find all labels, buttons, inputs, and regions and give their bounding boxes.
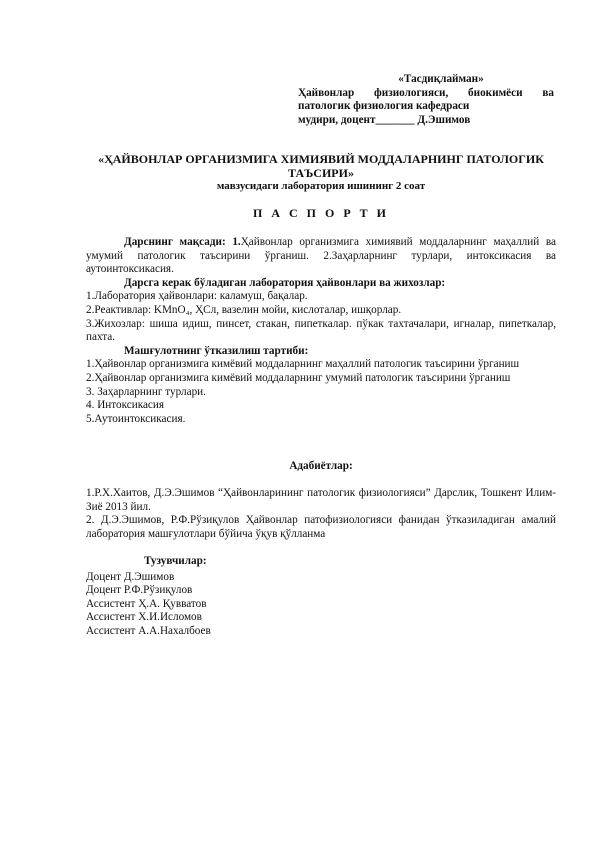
approval-title: «Тасдиқлайман» — [398, 73, 484, 85]
approval-line-2: патологик физиология кафедраси — [298, 100, 470, 113]
authors-block — [86, 555, 386, 639]
aim-text: Ҳайвонлар организмига химиявий моддаларнинг маҳаллий ва умумий патологик таъсирини ўрганиш. 2.Заҳарларнинг турлари, интоксикасия ва аутоинтоксикасия. — [86, 236, 556, 276]
passport-heading: П А С П О Р Т И — [252, 206, 389, 220]
document-title — [86, 153, 556, 194]
author-item: Доцент Д.Эшимов — [86, 570, 175, 583]
materials-item: 1.Лаборатория ҳайвонлари: каламуш, бақалар. — [86, 290, 308, 303]
procedure-item: 5.Аутоинтоксикасия. — [86, 412, 186, 425]
aim-paragraph — [86, 236, 556, 277]
author-item: Ассистент Ҳ.А. Қувватов — [86, 597, 207, 610]
author-item: Доцент Р.Ф.Рўзиқулов — [86, 584, 193, 597]
title-line-2: ТАЪСИРИ» — [288, 165, 354, 180]
author-item: Ассистент Х.И.Исломов — [86, 611, 202, 624]
procedure-item: 4. Интоксикасия — [86, 399, 165, 412]
literature-list — [86, 487, 556, 541]
literature-item: 1.Р.Х.Хаитов, Д.Э.Эшимов “Ҳайвонларининг патологик физиологияси” Дарслик, Тошкент Илим-Зиё 2013 йил. — [86, 487, 556, 513]
approval-line-1: Ҳайвонлар физиологияси, биокимёси ва — [298, 86, 554, 99]
procedure-heading: Машғулотнинг ўтказилиш тартиби: — [124, 344, 309, 357]
materials-item: 2.Реактивлар: KMnO₄, ҲСл, вазелин мойи, кислоталар, ишқорлар. — [86, 303, 402, 316]
document-body — [86, 236, 556, 426]
approval-line-3: мудири, доцент_______ Д.Эшимов — [298, 113, 471, 126]
aim-label: Дарснинг мақсади: 1. — [124, 236, 241, 248]
author-item: Ассистент А.А.Нахалбоев — [86, 624, 211, 637]
procedure-item: 1.Ҳайвонлар организмига кимёвий моддаларнинг маҳаллий патологик таъсирини ўрганиш — [86, 358, 520, 371]
literature-heading: Адабиётлар: — [289, 460, 353, 472]
procedure-item: 2.Ҳайвонлар организмига кимёвий моддаларнинг умумий патологик таъсирини ўрганиш — [86, 371, 511, 384]
materials-item: 3.Жихозлар: шиша идиш, пинсет, стакан, пипеткалар. пўкак тахтачалари, игналар, пипеткалар, пахта. — [86, 317, 556, 344]
authors-heading: Тузувчилар: — [144, 555, 207, 567]
approval-block — [298, 73, 554, 127]
literature-item: 2. Д.Э.Эшимов, Р.Ф.Рўзиқулов Ҳайвонлар патофизиологияси фанидан ўтказиладиган амалий лаборатория машғулотлари бўйича ўқув қўлланма — [86, 514, 556, 540]
title-line-1: «ҲАЙВОНЛАР ОРГАНИЗМИГА ХИМИЯВИЙ МОДДАЛАРНИНГ ПАТОЛОГИК — [98, 152, 544, 166]
title-line-3: мавзусидаги лаборатория ишининг 2 соат — [216, 180, 426, 192]
materials-heading: Дарсга керак бўладиган лаборатория ҳайвонлари ва жихозлар: — [124, 276, 446, 289]
procedure-item: 3. Заҳарларнинг турлари. — [86, 385, 206, 398]
